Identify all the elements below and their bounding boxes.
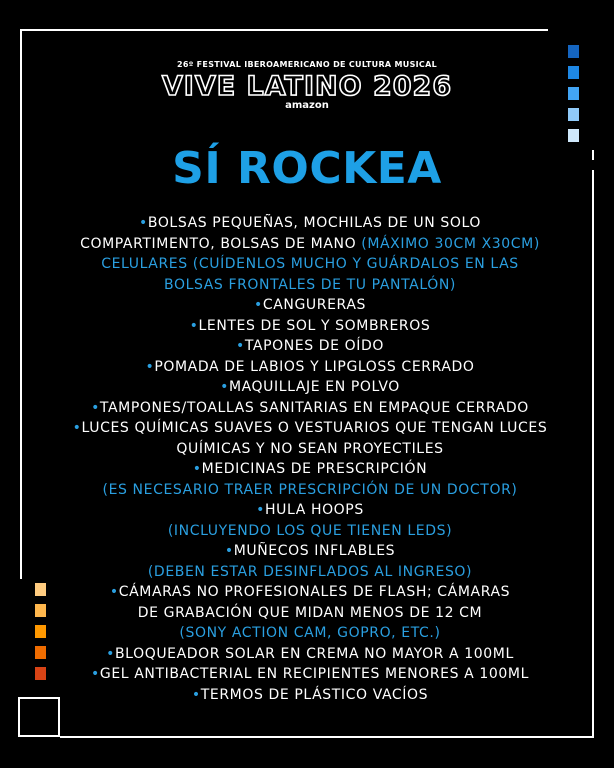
bullet-icon: • xyxy=(72,420,82,436)
list-item xyxy=(40,685,580,706)
list-item-text: POMADA DE LABIOS Y LIPGLOSS CERRADO xyxy=(154,358,475,375)
bullet-icon: • xyxy=(191,686,201,703)
list-item xyxy=(40,295,580,316)
list-item xyxy=(40,275,580,296)
list-item xyxy=(40,418,580,439)
frame-dash-left xyxy=(20,380,22,388)
festival-header xyxy=(0,60,614,111)
list-item-text: BLOQUEADOR SOLAR EN CREMA NO MAYOR A 100ML xyxy=(114,645,514,662)
allowed-items-list xyxy=(40,213,580,705)
bullet-icon: • xyxy=(235,338,245,354)
festival-logo: VIVE LATINO 2026 xyxy=(161,71,453,102)
bullet-icon: • xyxy=(189,317,199,334)
bullet-icon: • xyxy=(139,215,148,231)
list-item-text: (CUÍDENLOS MUCHO Y GUÁRDALOS EN LAS xyxy=(187,256,519,272)
list-item-text: BOLSAS FRONTALES DE TU PANTALÓN) xyxy=(164,276,456,293)
festival-subtitle: 26º FESTIVAL IBEROAMERICANO DE CULTURA MUSICAL xyxy=(177,60,437,69)
list-item-text: MAQUILLAJE EN POLVO xyxy=(228,379,400,395)
list-item-text: (DEBEN ESTAR DESINFLADOS AL INGRESO) xyxy=(147,563,473,580)
sponsor-logo: amazon xyxy=(285,100,329,111)
list-item-text: LENTES DE SOL Y SOMBREROS xyxy=(198,317,431,334)
frame-right-line xyxy=(592,170,594,738)
blue-square xyxy=(568,45,579,58)
list-item-text: (SONY ACTION CAM, GOPRO, ETC.) xyxy=(179,625,441,641)
list-item xyxy=(40,582,580,603)
list-item xyxy=(40,439,580,460)
list-item-text: CÁMARAS NO PROFESIONALES DE FLASH; CÁMARAS xyxy=(118,584,511,600)
bullet-icon: • xyxy=(224,543,234,559)
bullet-icon: • xyxy=(256,502,266,518)
frame-bottom-line xyxy=(60,736,594,738)
bullet-icon: • xyxy=(106,645,115,662)
list-item-text: TERMOS DE PLÁSTICO VACÍOS xyxy=(200,686,429,703)
list-item xyxy=(40,336,580,357)
bullet-icon: • xyxy=(109,584,119,600)
list-item-text: BOLSAS PEQUEÑAS, MOCHILAS DE UN SOLO xyxy=(147,215,481,231)
bullet-icon: • xyxy=(220,379,229,395)
list-item xyxy=(40,603,580,624)
list-item-text: TAMPONES/TOALLAS SANITARIAS EN EMPAQUE CERRADO xyxy=(99,399,529,416)
list-item-text: (INCLUYENDO LOS QUE TIENEN LEDS) xyxy=(167,522,453,539)
list-item-text: (ES NECESARIO TRAER PRESCRIPCIÓN DE UN DOCTOR) xyxy=(102,481,518,498)
list-item xyxy=(40,500,580,521)
frame-left-line xyxy=(20,29,22,579)
list-item-text: CANGURERAS xyxy=(262,297,366,313)
list-item xyxy=(40,316,580,337)
list-item xyxy=(40,357,580,378)
list-item xyxy=(40,213,580,234)
list-item-text: QUÍMICAS Y NO SEAN PROYECTILES xyxy=(176,440,444,457)
list-item xyxy=(40,664,580,685)
list-item-text: MEDICINAS DE PRESCRIPCIÓN xyxy=(201,461,428,477)
list-item-text: LUCES QUÍMICAS SUAVES O VESTUARIOS QUE TENGAN LUCES xyxy=(81,420,548,436)
list-item xyxy=(40,254,580,275)
list-item-text: (MÁXIMO 30CM X30CM) xyxy=(361,235,540,252)
list-item-text: MUÑECOS INFLABLES xyxy=(233,543,396,559)
list-item-text: CELULARES xyxy=(101,256,188,272)
bullet-icon: • xyxy=(145,358,155,375)
bullet-icon: • xyxy=(91,666,100,682)
list-item-text: TAPONES DE OÍDO xyxy=(244,338,385,354)
list-item-text: DE GRABACIÓN QUE MIDAN MENOS DE 12 CM xyxy=(137,604,483,621)
list-item xyxy=(40,644,580,665)
list-item xyxy=(40,459,580,480)
list-item xyxy=(40,541,580,562)
bullet-icon: • xyxy=(254,297,263,313)
list-item xyxy=(40,234,580,255)
bullet-icon: • xyxy=(91,399,100,416)
list-item xyxy=(40,623,580,644)
list-item-text: COMPARTIMENTO, BOLSAS DE MANO xyxy=(80,235,362,252)
list-item xyxy=(40,562,580,583)
page-title: SÍ ROCKEA xyxy=(172,143,442,194)
list-item xyxy=(40,398,580,419)
list-item xyxy=(40,480,580,501)
list-item xyxy=(40,377,580,398)
frame-top-line xyxy=(20,29,548,31)
list-item xyxy=(40,521,580,542)
list-item-text: GEL ANTIBACTERIAL EN RECIPIENTES MENORES A 100ML xyxy=(99,666,529,682)
bullet-icon: • xyxy=(192,461,202,477)
list-item-text: HULA HOOPS xyxy=(265,502,364,518)
blue-square xyxy=(568,129,579,142)
